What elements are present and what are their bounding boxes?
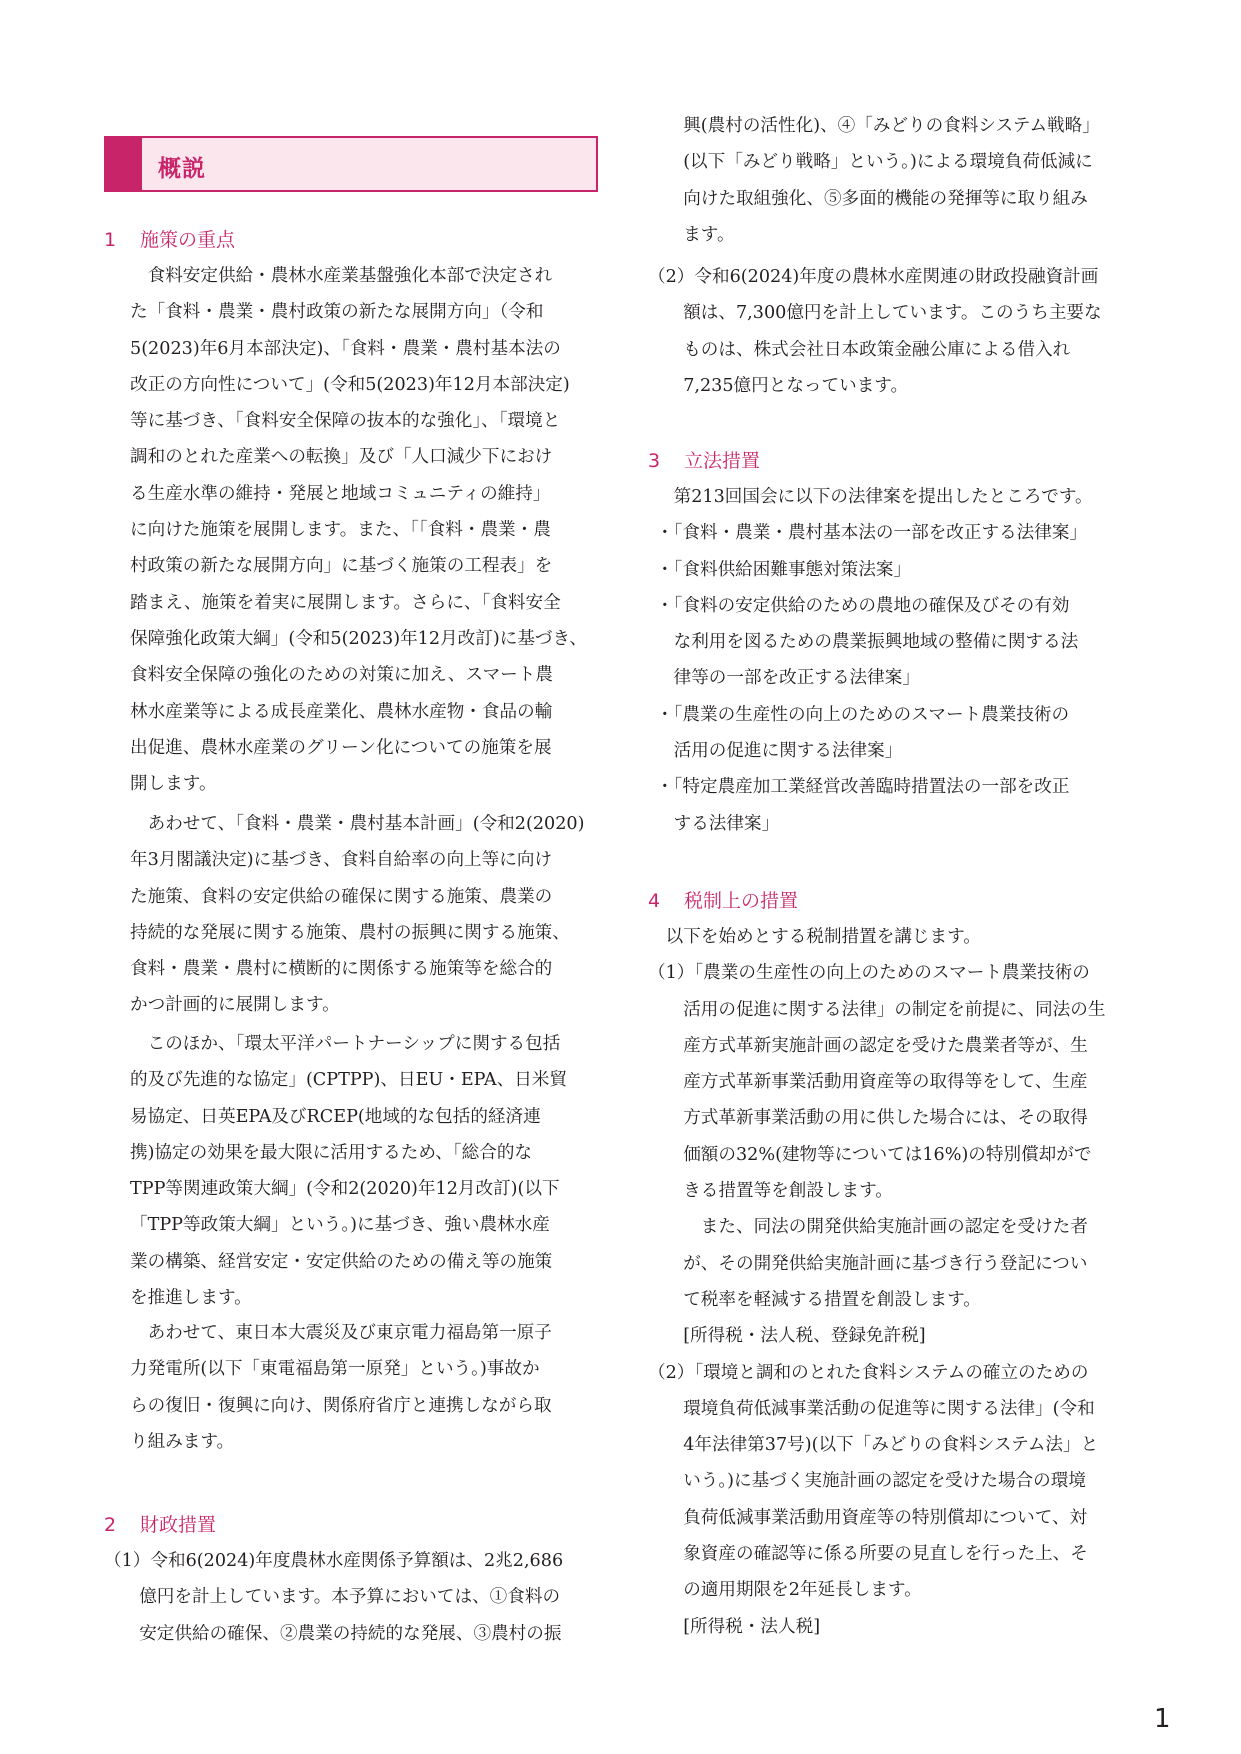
section-3-body [656,479,1148,842]
text-line: 価額の32%(建物等については16%)の特別償却がで [648,1144,1092,1165]
text-line: 億円を計上しています。本予算においては、①食料の [104,1587,561,1608]
section-1-title-text: 施策の重点 [140,229,236,251]
text-line: が、その開発供給実施計画に基づき行う登記につい [648,1253,1088,1274]
text-line: 等に基づき、「食料安全保障の抜本的な強化」、「環境と [130,411,561,432]
text-line: 開します。 [130,774,217,795]
text-line: 調和のとれた産業への転換」及び「人口減少下におけ [130,447,553,468]
text-line: 産方式革新事業活動用資産等の取得等をして、生産 [648,1072,1088,1093]
text-line: [所得税・法人税、登録免許税] [648,1326,926,1347]
text-line: り組みます。 [130,1431,235,1452]
text-line: 活用の促進に関する法律」の制定を前提に、同法の生 [648,999,1106,1020]
section-header-box [104,136,598,192]
text-line: 産方式革新実施計画の認定を受けた農業者等が、生 [648,1035,1088,1056]
text-line: 4年法律第37号)(以下「みどりの食料システム法」と [648,1435,1099,1456]
header-accent-bar [106,138,142,190]
text-line: る生産水準の維持・発展と地域コミュニティの維持」 [130,483,551,504]
text-line: 以下を始めとする税制措置を講じます。 [648,927,981,947]
section-1-number: 1 [104,229,117,251]
section-1-paragraph-3 [130,1026,606,1316]
text-line: 7,235億円となっています。 [648,375,909,396]
section-2-number: 2 [104,1514,117,1536]
text-line: を推進します。 [130,1288,252,1309]
section-1-paragraph-4 [130,1315,606,1460]
text-line: 的及び先進的な協定」(CPTPP)、日EU・EPA、日米貿 [130,1070,567,1091]
section-4-number: 4 [648,890,661,912]
text-line: [所得税・法人税] [648,1616,821,1637]
text-line: （1）「農業の生産性の向上のためのスマート農業技術の [648,963,1090,984]
text-line: 食料安定供給・農林水産業基盤強化本部で決定され [130,266,553,286]
section-1-paragraph-2 [130,806,606,1024]
text-line: 携)協定の効果を最大限に活用するため、「総合的な [130,1142,533,1163]
text-line: らの復旧・復興に向け、関係府省庁と連携しながら取 [130,1395,552,1416]
text-line: 村政策の新たな展開方向」に基づく施策の工程表」を [130,556,553,577]
text-line: 第213回国会に以下の法律案を提出したところです。 [656,487,1093,507]
text-line: ・「特定農産加工業経営改善臨時措置法の一部を改正 [656,777,1070,798]
text-line: て税率を軽減する措置を創設します。 [648,1289,981,1310]
text-line: TPP等関連政策大綱」(令和2(2020)年12月改訂)(以下 [130,1179,560,1200]
text-line: 改正の方向性について」(令和5(2023)年12月本部決定) [130,374,570,395]
section-4-body [648,919,1148,1645]
section-3-number: 3 [648,450,661,472]
text-line: の適用期限を2年延長します。 [648,1580,922,1601]
text-line: 5(2023)年6月本部決定)、「食料・農業・農村基本法の [130,338,561,359]
page-title: 概説 [158,156,206,182]
text-line: 負荷低減事業活動用資産等の特別償却について、対 [648,1507,1088,1528]
section-3-title-text: 立法措置 [684,450,761,472]
text-line: 活用の促進に関する法律案」 [656,741,903,762]
text-line: 林水産業等による成長産業化、農林水産物・食品の輸 [130,701,553,722]
text-line: 踏まえ、施策を着実に展開します。さらに、「食料安全 [130,592,561,613]
text-line: 方式革新事業活動の用に供した場合には、その取得 [648,1108,1088,1129]
text-line: た施策、食料の安定供給の確保に関する施策、農業の [130,886,553,907]
text-line: あわせて、東日本大震災及び東京電力福島第一原子 [130,1323,552,1343]
text-line: ・「食料・農業・農村基本法の一部を改正する法律案」 [656,523,1088,544]
text-line: （2）令和6(2024)年度の農林水産関連の財政投融資計画 [648,267,1099,287]
text-line: ます。 [648,224,735,245]
text-line: 向けた取組強化、⑤多面的機能の発揮等に取り組み [648,188,1088,209]
text-line: 保障強化政策大綱」(令和5(2023)年12月改訂)に基づき、 [130,628,587,649]
text-line: (以下「みどり戦略」という。)による環境負荷低減に [648,152,1093,173]
section-2-item-1-right [648,108,1148,253]
text-line: また、同法の開発供給実施計画の認定を受けた者 [648,1217,1088,1238]
section-2-title-text: 財政措置 [140,1514,217,1536]
text-line: ・「農業の生産性の向上のためのスマート農業技術の [656,704,1070,725]
text-line: 出促進、農林水産業のグリーン化についての施策を展 [130,737,552,758]
text-line: （2）「環境と調和のとれた食料システムの確立のための [648,1362,1089,1383]
text-line: このほか、「環太平洋パートナーシップに関する包括 [130,1034,561,1054]
page-number: 1 [1154,1704,1171,1734]
section-4-title [648,886,798,913]
text-line: いう。)に基づく実施計画の認定を受けた場合の環境 [648,1471,1086,1492]
text-line: 持続的な発展に関する施策、農村の振興に関する施策、 [130,922,570,943]
text-line: ・「食料供給困難事態対策法案」 [656,559,912,580]
text-line: 象資産の確認等に係る所要の見直しを行った上、そ [648,1544,1088,1565]
text-line: 食料安全保障の強化のための対策に加え、スマート農 [130,665,553,686]
text-line: 律等の一部を改正する法律案」 [656,668,920,689]
text-line: た「食料・農業・農村政策の新たな展開方向」（令和 [130,302,544,323]
text-line: かつ計画的に展開します。 [130,995,340,1016]
text-line: 力発電所(以下「東電福島第一原発」という。)事故か [130,1359,540,1380]
section-2-item-1-left [104,1543,606,1652]
text-line: 業の構築、経営安定・安定供給のための備え等の施策 [130,1251,553,1272]
section-1-paragraph-1 [130,258,606,802]
section-1-title [104,225,235,252]
section-2-title [104,1510,216,1537]
section-2-item-2 [648,259,1148,404]
text-line: 安定供給の確保、②農業の持続的な発展、③農村の振 [104,1623,562,1644]
text-line: 年3月閣議決定)に基づき、食料自給率の向上等に向け [130,850,553,871]
text-line: な利用を図るための農業振興地域の整備に関する法 [656,632,1079,653]
text-line: （1）令和6(2024)年度農林水産関係予算額は、2兆2,686 [104,1551,564,1571]
text-line: 環境負荷低減事業活動の促進等に関する法律」(令和 [648,1398,1095,1419]
text-line: ・「食料の安定供給のための農地の確保及びその有効 [656,595,1070,616]
text-line: 食料・農業・農村に横断的に関係する施策等を総合的 [130,959,553,980]
section-3-title [648,446,760,473]
section-4-title-text: 税制上の措置 [684,890,799,912]
text-line: 興(農村の活性化)、④「みどりの食料システム戦略」 [648,116,1100,136]
text-line: きる措置等を創設します。 [648,1181,893,1202]
text-line: 易協定、日英EPA及びRCEP(地域的な包括的経済連 [130,1106,541,1127]
text-line: する法律案」 [656,813,780,834]
text-line: 「TPP等政策大綱」という。)に基づき、強い農林水産 [130,1215,550,1236]
text-line: あわせて、「食料・農業・農村基本計画」(令和2(2020) [130,814,585,834]
text-line: に向けた施策を展開します。また、「「食料・農業・農 [130,520,551,541]
text-line: 額は、7,300億円を計上しています。このうち主要な [648,303,1102,324]
text-line: ものは、株式会社日本政策金融公庫による借入れ [648,339,1071,360]
